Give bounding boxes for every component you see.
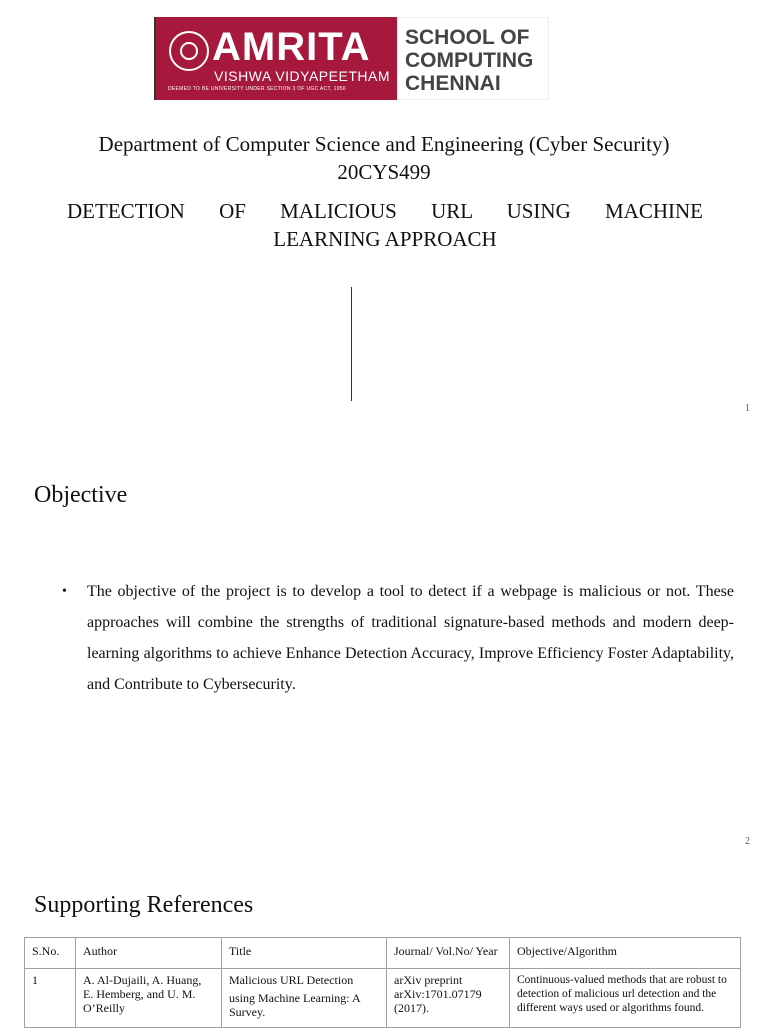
logo-tagline: DEEMED TO BE UNIVERSITY UNDER SECTION 3 OF UGC ACT, 1956 [168, 86, 346, 92]
course-code: 20CYS499 [337, 160, 431, 184]
cell-journal: arXiv preprint arXiv:1701.07179 (2017). [387, 969, 510, 1028]
title-slide [0, 0, 768, 432]
cell-sno: 1 [25, 969, 76, 1028]
table-header-row [25, 938, 741, 969]
school-line-1: SCHOOL OF [405, 26, 530, 49]
objective-text: The objective of the project is to develop a tool to detect if a webpage is malicious or not. These approaches will combine the strengths of traditional signature-based methods and modern deep-learning algorithms to achieve Enhance Detection Accuracy, Improve Efficiency Foster Adaptability, and Contribute to Cybersecurity. [87, 583, 734, 693]
references-heading: Supporting References [34, 892, 254, 918]
objective-heading: Objective [34, 482, 128, 508]
school-line-3: CHENNAI [405, 72, 501, 95]
logo-school-panel [397, 17, 549, 100]
cell-author: A. Al-Dujaili, A. Huang, E. Hemberg, and U. M. O’Reilly [76, 969, 222, 1028]
references-slide [0, 864, 768, 1024]
logo-red-panel [156, 17, 397, 100]
title-part-2: using Machine Learning: A Survey. [229, 991, 360, 1019]
logo-subtitle: VISHWA VIDYAPEETHAM [214, 68, 390, 84]
page-number: 1 [745, 403, 750, 414]
column-header: Title [222, 938, 387, 969]
vertical-divider [351, 287, 352, 401]
department-name: Department of Computer Science and Engineering (Cyber Security) [98, 132, 670, 156]
bullet-icon: • [62, 584, 67, 599]
column-header: Author [76, 938, 222, 969]
table-row [25, 969, 741, 1028]
cell-objective: Continuous-valued methods that are robust to detection of malicious url detection and the different ways used or algorithms found. [510, 969, 741, 1028]
column-header: Objective/Algorithm [510, 938, 741, 969]
logo-name: AMRITA [212, 25, 371, 69]
page-number: 2 [745, 836, 750, 847]
column-header: S.No. [25, 938, 76, 969]
school-line-2: COMPUTING [405, 49, 534, 72]
university-seal-icon [169, 31, 209, 71]
objective-bullet [62, 576, 734, 700]
project-title [67, 197, 703, 253]
project-title-line-1: DETECTION OF MALICIOUS URL USING MACHINE [67, 199, 703, 223]
amrita-logo [156, 17, 549, 100]
title-part-1: Malicious URL Detection [229, 973, 354, 987]
project-title-line-2: LEARNING APPROACH [273, 227, 497, 251]
cell-title [222, 969, 387, 1028]
column-header: Journal/ Vol.No/ Year [387, 938, 510, 969]
objective-slide [0, 432, 768, 864]
references-table [24, 937, 741, 1028]
